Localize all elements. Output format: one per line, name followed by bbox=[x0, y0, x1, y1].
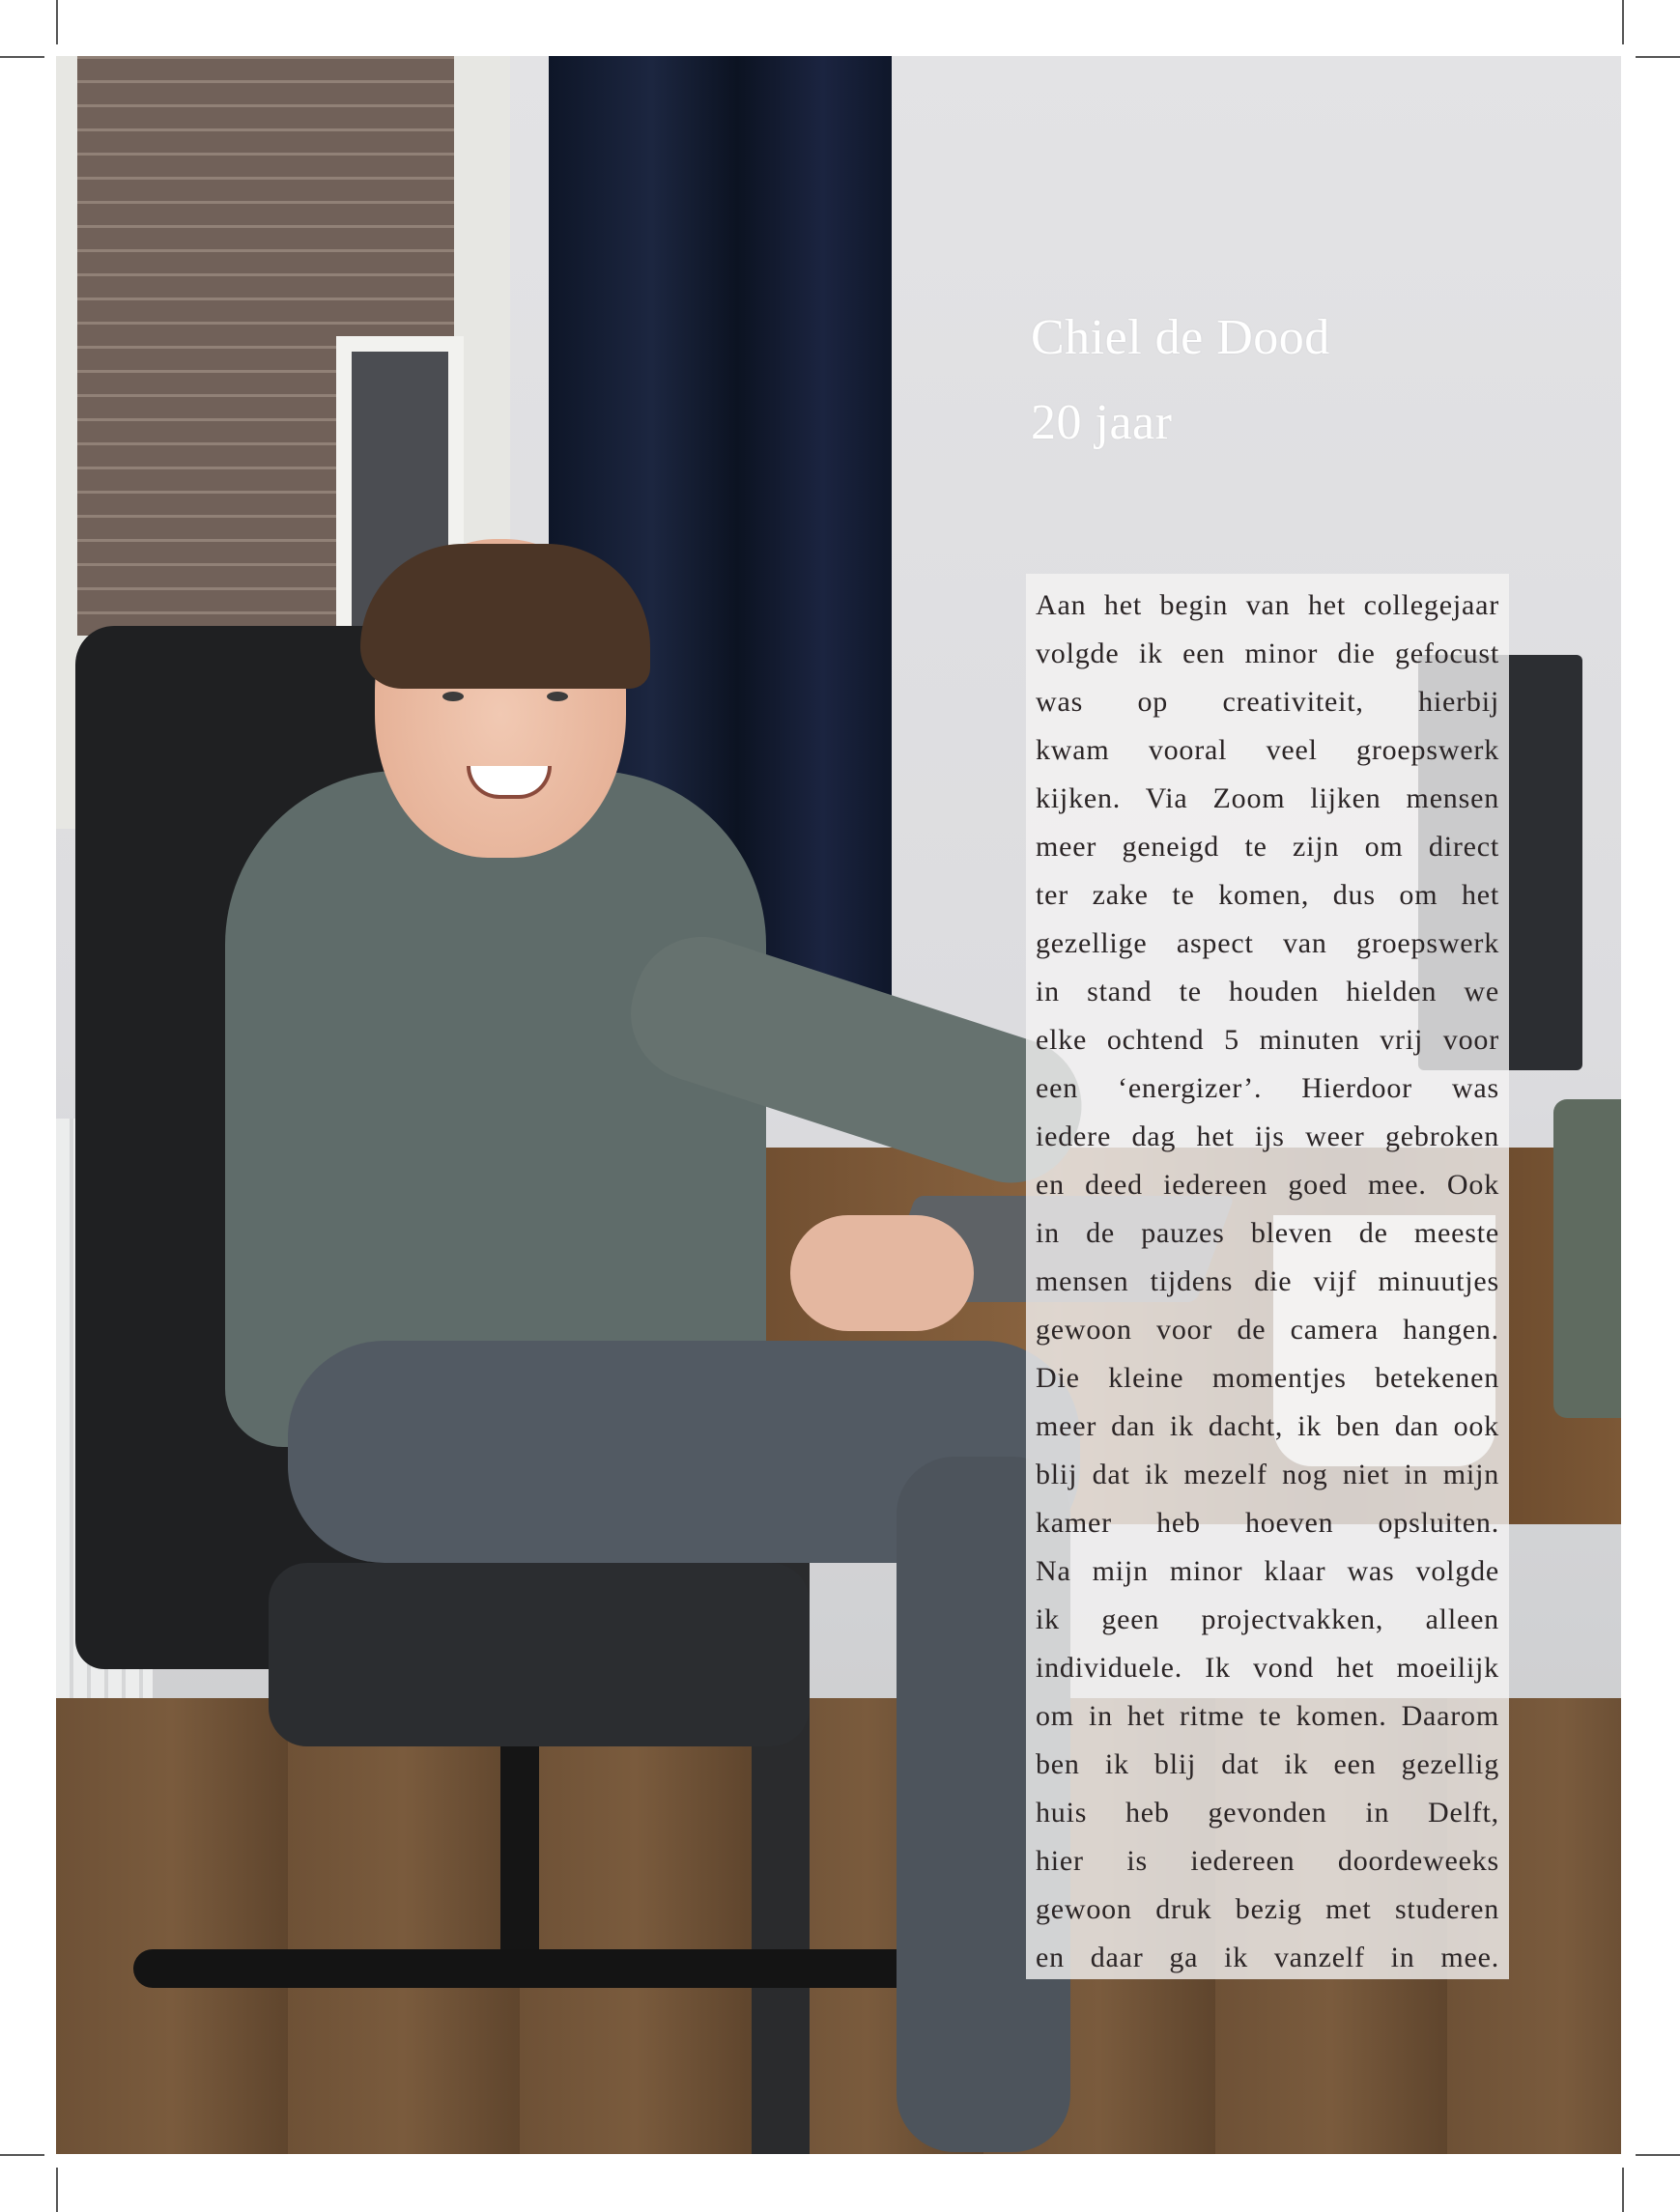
story-line: Na mijn minor klaar was volgde bbox=[1036, 1555, 1499, 1587]
crop-mark-top-right-h bbox=[1636, 56, 1680, 58]
story-line: een ‘energizer’. Hierdoor was bbox=[1036, 1072, 1499, 1104]
story-line: individuele. Ik vond het moeilijk bbox=[1036, 1652, 1499, 1684]
story-line: gewoon voor de camera hangen. bbox=[1036, 1314, 1499, 1346]
story-line: in de pauzes bleven de meeste bbox=[1036, 1217, 1499, 1249]
story-line: Aan het begin van het collegejaar bbox=[1036, 589, 1499, 621]
person-eye-left bbox=[442, 692, 464, 701]
crop-mark-top-right-v bbox=[1622, 0, 1624, 44]
story-line: gewoon druk bezig met studeren bbox=[1036, 1893, 1499, 1925]
story-line: iedere dag het ijs weer gebroken bbox=[1036, 1120, 1499, 1152]
story-line: kijken. Via Zoom lijken mensen bbox=[1036, 782, 1499, 814]
crop-mark-bottom-left-h bbox=[0, 2154, 44, 2156]
story-line: huis heb gevonden in Delft, bbox=[1036, 1797, 1499, 1829]
profile-heading bbox=[1031, 296, 1330, 466]
story-line: ik geen projectvakken, alleen bbox=[1036, 1603, 1499, 1635]
story-line: meer geneigd te zijn om direct bbox=[1036, 831, 1499, 863]
story-line: Die kleine momentjes betekenen bbox=[1036, 1362, 1499, 1394]
person-hair bbox=[360, 544, 650, 689]
person-hand bbox=[790, 1215, 974, 1331]
story-line: was op creativiteit, hierbij bbox=[1036, 686, 1499, 718]
plant-pot-green bbox=[1553, 1099, 1621, 1418]
story-line: in stand te houden hielden we bbox=[1036, 976, 1499, 1007]
story-line: mensen tijdens die vijf minuutjes bbox=[1036, 1265, 1499, 1297]
story-line: elke ochtend 5 minuten vrij voor bbox=[1036, 1024, 1499, 1056]
story-text-box bbox=[1026, 574, 1509, 1979]
story-line: en daar ga ik vanzelf in mee. bbox=[1036, 1942, 1499, 1973]
crop-mark-top-left-v bbox=[56, 0, 58, 44]
profile-age: 20 jaar bbox=[1031, 395, 1173, 450]
office-chair-base bbox=[133, 1949, 925, 1988]
story-line: gezellige aspect van groepswerk bbox=[1036, 927, 1499, 959]
story-line: en deed iedereen goed mee. Ook bbox=[1036, 1169, 1499, 1201]
story-line: volgde ik een minor die gefocust bbox=[1036, 638, 1499, 669]
story-line: meer dan ik dacht, ik ben dan ook bbox=[1036, 1410, 1499, 1442]
story-line: blij dat ik mezelf nog niet in mijn bbox=[1036, 1459, 1499, 1490]
crop-mark-top-left-h bbox=[0, 56, 44, 58]
story-line: kwam vooral veel groepswerk bbox=[1036, 734, 1499, 766]
story-line: om in het ritme te komen. Daarom bbox=[1036, 1700, 1499, 1732]
crop-mark-bottom-right-h bbox=[1636, 2154, 1680, 2156]
person-eye-right bbox=[547, 692, 568, 701]
story-line: ter zake te komen, dus om het bbox=[1036, 879, 1499, 911]
story-line: hier is iedereen doordeweeks bbox=[1036, 1845, 1499, 1877]
crop-mark-bottom-left-v bbox=[56, 2168, 58, 2212]
story-line: ben ik blij dat ik een gezellig bbox=[1036, 1748, 1499, 1780]
story-line: kamer heb hoeven opsluiten. bbox=[1036, 1507, 1499, 1539]
office-chair-seat bbox=[269, 1563, 810, 1746]
crop-mark-bottom-right-v bbox=[1622, 2168, 1624, 2212]
profile-name: Chiel de Dood bbox=[1031, 310, 1330, 365]
